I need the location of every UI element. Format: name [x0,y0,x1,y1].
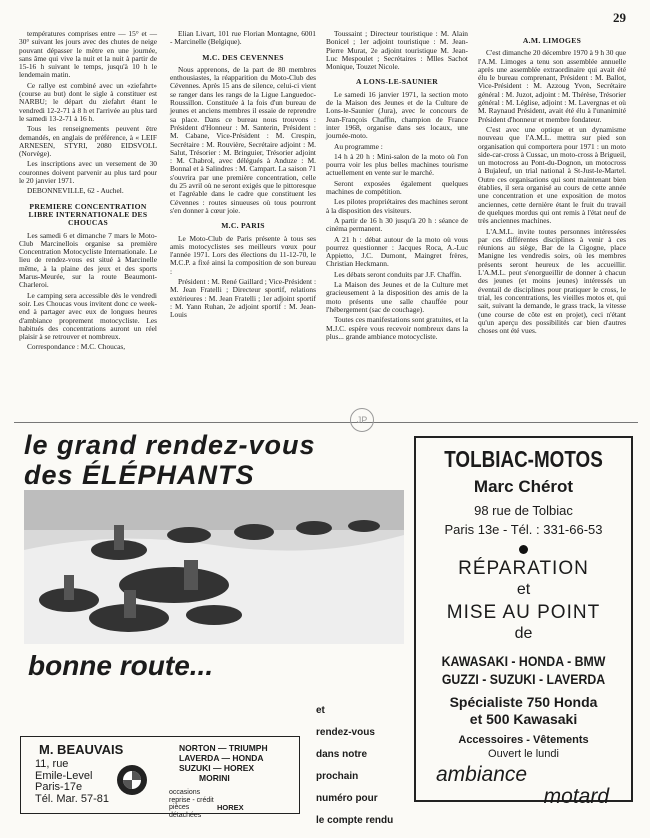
paragraph: Le samedi 16 janvier 1971, la section moto de la Maison des Jeunes et de la Culture de Lons-le-Saunier (Jura), avec le concours de Jean-François Chaffin, champion de France inter 1968, organise dans ses locaux, une journée-moto. [326,89,468,141]
bullet-icon [519,545,528,554]
service-line: occasions [169,789,201,796]
section-heading: M.C. PARIS [221,221,265,231]
tolbiac-brands-1: KAWASAKI - HONDA - BMW [441,653,606,669]
tolbiac-opening: Ouvert le lundi [488,748,559,760]
tolbiac-and: et [516,581,531,598]
ambiance-logo-1: ambiance [436,763,528,786]
tolbiac-of: de [514,625,533,642]
brand-line: SUZUKI — HOREX [179,763,255,773]
address-line: Paris-17e [35,781,83,793]
bonne-route-slogan: bonne route... [28,650,214,681]
column-1 [19,30,157,354]
paragraph: 14 h à 20 h : Mini-salon de la moto où l'on pourra voir les plus belles machines tourisme actuellement en vente sur le marché. [326,151,468,178]
ambiance-logo-2: motard [543,785,609,808]
beauvais-brands [179,743,268,783]
tolbiac-tuning: MISE AU POINT [446,602,601,623]
paragraph: L'A.M.L. invite toutes personnes intéressées par ces différentes disciplines à venir à ces réunions au siège, Bar de la Cigogne, place Manigne les vendredis soirs, où les membres présents seront heureux de les accueillir. L'A.M.L. peut s'enorgueillir de donner à chacun des jeunes (et moins jeunes) intéressés un éventail de disciplines pour pratiquer le cross, le trial, les concentrations, les vieilles motos et, qui sait, suivant la demande, le grass track, la vitesse (une course de côte est en projet), ceci n'étant qu'un aperçu des possibilités car bien d'autres choses ont été vues. [478,226,626,336]
tolbiac-address: 98 rue de Tolbiac [474,503,573,518]
paragraph: Au programme : [334,141,383,151]
service-line: pièces [169,804,190,811]
paragraph: Toutes ces manifestations sont gratuites, et la M.J.C. espère vous recevoir nombreux dans la plus... grande ambiance motocycliste. [326,315,468,341]
beauvais-ad [20,736,300,819]
paragraph: DEBONNEVILLE, 62 - Auchel. [27,186,124,196]
paragraph: Les débats seront conduits par J.F. Chaffin. [334,269,462,279]
elephant-rally-photo [24,490,404,644]
brand-line: MORINI [199,773,230,783]
tolbiac-repair: RÉPARATION [458,558,589,579]
beauvais-name: M. BEAUVAIS [39,742,124,757]
teaser-line: numéro pour [316,793,378,804]
teaser-line: dans notre [316,749,368,760]
tolbiac-specialist-1: Spécialiste 750 Honda [449,694,598,710]
section-divider [14,422,638,423]
teaser-line: prochain [316,771,359,782]
paragraph: Correspondance : M.C. Choucas, [27,342,126,352]
paragraph: A partir de 16 h 30 jusqu'à 20 h : séance de cinéma permanent. [326,215,468,234]
paragraph: C'est avec une optique et un dynamisme nouveau que l'A.M.L. mettra sur pied son organisation qui comportera pour 1971 : un moto side-car-cross à Cussac, un moto-cross à Brigueil, un motocross au Pont-du-Dognon, un motocross à Bujaleuf, un trial national à St-Just-le-Martel. Outre ces organisations qui sont maintenant bien établies, il sera organisé au cours de cette année une concentration et une exposition de motos anciennes, cette dernière étant le fruit du travail de quelques mordus qui ont remis à l'état neuf de très anciennes machines. [478,124,626,226]
paragraph: Toussaint ; Directeur touristique : M. Alain Bonicel ; 1er adjoint touristique : M. Jean-Pierre Murat, 2e adjoint touristique M. Jean-Luc Mespoulet ; Secrétaires : Mlles Sachot Monique, Touzet Nicole. [326,29,468,72]
paragraph: La Maison des Jeunes et de la Culture met gracieusement à la disposition des amis de la moto présents une salle chauffée pour l'hébergement (sac de couchage). [326,280,468,314]
tolbiac-phone: Paris 13e - Tél. : 331-66-53 [444,522,603,537]
beauvais-address [35,759,109,805]
section-heading: A LONS-LE-SAUNIER [355,77,439,87]
elephants-headline-1: le grand rendez-vous [24,430,316,460]
paragraph: Président : M. René Gaillard ; Vice-Président : M. Jean Fratelli ; Directeur sportif, relations extérieures : M. Jean Fratelli ; 1er adjoint sportif : M. Yann Ruhan, 2e adjoint sportif : M. Jean-Louis [170,277,316,320]
paragraph: Les samedi 6 et dimanche 7 mars le Moto-Club Marcinellois organise sa première Concentration Motocycliste Internationale. Le lieu de rendez-vous est situé à Marcinelle même, à la plaine des jeux et des sports Marus-Meurée, sur la route Beaumont-Charleroi. [19,230,157,290]
paragraph: A 21 h : débat autour de la moto où vous pourrez questionner : Jacques Roca, A.-Luc Appietto, J.C. Dumont, Maingret frères, Christian Heckmann. [326,234,468,269]
teaser-line: rendez-vous [316,727,375,738]
paragraph: Le camping sera accessible dès le vendredi soir. Les Choucas vous invitent donc ce week-end à partager avec eux de longues heures d'ambiance proprement motocycliste. Les habitués des concentrations auront un réel plaisir à se retrouver et nombreux. [19,290,157,342]
beauvais-services [169,789,214,819]
tolbiac-owner: Marc Chérot [473,477,574,496]
report-teaser [316,700,396,832]
tolbiac-ad [414,436,633,808]
tolbiac-brands-2: GUZZI - SUZUKI - LAVERDA [441,671,606,687]
tolbiac-specialist-2: et 500 Kawasaki [469,711,578,727]
service-line: détachées [169,811,202,819]
paragraph: Le Moto-Club de Paris présente à tous ses amis motocyclistes ses meilleurs vœux pour l'année 1971. Lors des élections du 11-12-70, le M.C.P. a fixé ainsi la composition de son bureau : [170,233,316,276]
service-line: reprise - crédit [169,796,214,804]
paragraph: Les inscriptions avec un versement de 30 couronnes doivent parvenir au plus tard pour le 20 janvier 1971. [19,159,157,186]
column-3 [326,30,468,343]
section-heading: PREMIERE CONCENTRATION LIBRE INTERNATIONALE DES CHOUCAS [28,201,148,228]
paragraph: températures comprises entre — 15° et — 30° suivant les jours avec des chutes de neige pouvant dépasser le mètre en une journée, sans âme qui vive la nuit et la nuit à partir de 15-16 h suivant le temps, jusqu'à 10 h le lendemain matin. [19,29,157,80]
paragraph: Seront exposées également quelques machines de compétition. [326,178,468,197]
section-heading: A.M. LIMOGES [522,36,582,45]
tolbiac-accessories: Accessoires - Vêtements [458,734,589,746]
library-stamp: JP [350,408,374,432]
brand-line: NORTON — TRIUMPH [179,743,268,753]
address-line: Emile-Level [35,769,93,782]
paragraph: Elian Livart, 101 rue Florian Montagne, 6001 - Marcinelle (Belgique). [170,29,316,47]
paragraph: C'est dimanche 20 décembre 1970 à 9 h 30 que l'A.M. Limoges a tenu son assemblée annuelle après une assemblée extraordinaire qui avait été élu le bureau comprenant, Président : M. Ballot, Vice-Président : M. Azzoug Yvon, Secrétaire général : M. Juzot, adjoint : M. Thérèse, Trésorier général : M. Léglise, adjoint : M. Lavergnas et où M. Raynaud Président, avait été élu à l'unanimité Président d'honneur et membre fondateur. [478,48,626,124]
paragraph: Les pilotes propriétaires des machines seront à la disposition des visiteurs. [326,197,468,215]
elephants-headline-2: des ÉLÉPHANTS [24,460,255,490]
column-2 [170,30,316,322]
brand-line: LAVERDA — HONDA [179,753,264,763]
bmw-logo-icon [117,765,147,795]
address-line: Tél. Mar. 57-81 [35,792,109,805]
address-line: 11, rue [35,758,69,770]
column-4 [478,30,626,337]
section-heading: M.C. DES CEVENNES [202,52,284,62]
tolbiac-title: TOLBIAC-MOTOS [444,446,603,472]
teaser-line: et [316,705,325,716]
paragraph: Nous apprenons, de la part de 80 membres enthousiastes, la réapparition du Moto-Club des Cévennes. Après 15 ans de silence, celui-ci vient se ranger dans les rangs de la Ligue Languedoc-Roussillon. Constituée à la fois d'un bureau de jeunes et anciens membres il essaie de reprendre sa place. Dans ce bureau nous trouvons : Président d'Honneur : M. Santerin, Président : M. Cabane, Vice-Président : M. Crespin, Secrétaire : M. Rouvière, Secrétaire adjoint : M. Salut, Trésorier : M. Bringuier, Trésorier adjoint : M. Chabrol, avec délégués à Anduze : M. Bonnal et à Salindres : M. Campart. La saison 71 s'ouvrira par une première concentration, celle du 25 avril où ne seront exigés que le pittoresque et l'agréable dans le cadre que constituent les Cévennes : routes sinueuses où tous pourront s'en donner à cœur joie. [170,64,316,215]
paragraph: Ce rallye est combiné avec un «ziefahrt» (course au but) dont le sigle à constituer est NARBU; le départ du ziefahrt étant le vendredi 12-2-71 à 8 h et l'arrivée au plus tard le samedi 13-2-71 à 16 h. [19,80,157,123]
paragraph: Tous les renseignements peuvent être demandés, en anglais de préférence, à « LEIF ARNESEN, STYRI, 2080 EIDSVOLL (Norvège). [19,124,157,159]
page-number: 29 [613,10,626,25]
beauvais-horex: HOREX [217,803,244,812]
teaser-line: le compte rendu [316,815,394,826]
